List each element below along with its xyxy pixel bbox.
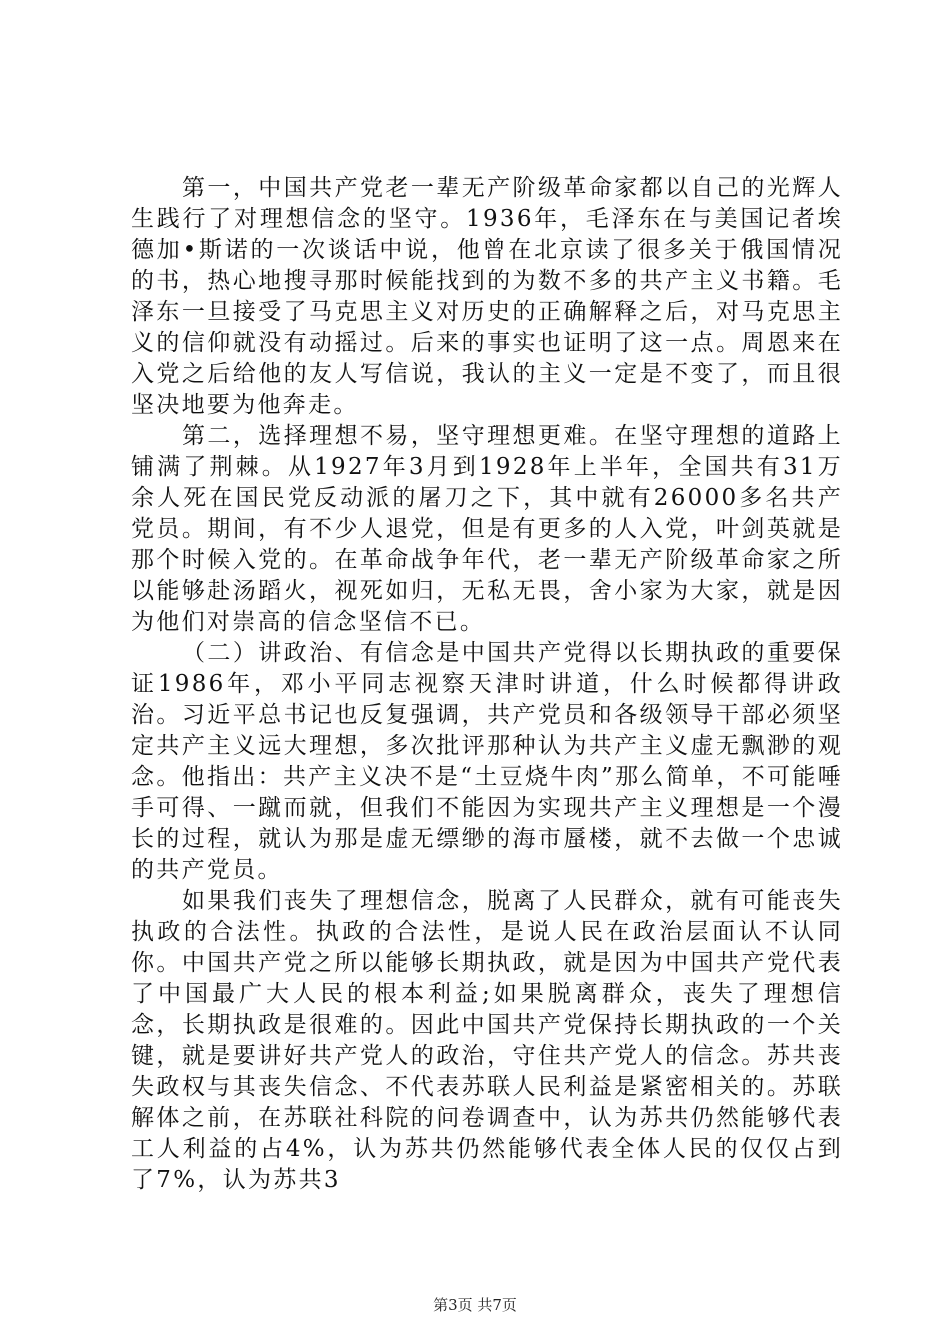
- paragraph-1: 第一，中国共产党老一辈无产阶级革命家都以自己的光辉人生践行了对理想信念的坚守。1936年，毛泽东在与美国记者埃德加•斯诺的一次谈话中说，他曾在北京读了很多关于俄国情况的书，热心地搜寻那时候能找到的为数不多的共产主义书籍。毛泽东一旦接受了马克思主义对历史的正确解释之后，对马克思主义的信仰就没有动摇过。后来的事实也证明了这一点。周恩来在入党之后给他的友人写信说，我认的主义一定是不变了，而且很坚决地要为他奔走。: [131, 175, 843, 418]
- document-body: [131, 173, 843, 1196]
- paragraph-2: 第二，选择理想不易，坚守理想更难。在坚守理想的道路上铺满了荆棘。从1927年3月到1928年上半年，全国共有31万余人死在国民党反动派的屠刀之下，其中就有26000多名共产党员。期间，有不少人退党，但是有更多的人入党，叶剑英就是那个时候入党的。在革命战争年代，老一辈无产阶级革命家之所以能够赴汤蹈火，视死如归，无私无畏，舍小家为大家，就是因为他们对崇高的信念坚信不已。: [131, 423, 843, 635]
- paragraph-3: （二）讲政治、有信念是中国共产党得以长期执政的重要保证1986年，邓小平同志视察天津时讲道，什么时候都得讲政治。习近平总书记也反复强调，共产党员和各级领导干部必须坚定共产主义远大理想，多次批评那种认为共产主义虚无飘渺的观念。他指出：共产主义决不是“土豆烧牛肉”那么简单，不可能唾手可得、一蹴而就，但我们不能因为实现共产主义理想是一个漫长的过程，就认为那是虚无缥缈的海市蜃楼，就不去做一个忠诚的共产党员。: [131, 640, 843, 883]
- paragraph-4: 如果我们丧失了理想信念，脱离了人民群众，就有可能丧失执政的合法性。执政的合法性，是说人民在政治层面认不认同你。中国共产党之所以能够长期执政，就是因为中国共产党代表了中国最广大人民的根本利益;如果脱离群众，丧失了理想信念，长期执政是很难的。因此中国共产党保持长期执政的一个关键，就是要讲好共产党人的政治，守住共产党人的信念。苏共丧失政权与其丧失信念、不代表苏联人民利益是紧密相关的。苏联解体之前，在苏联社科院的问卷调查中，认为苏共仍然能够代表工人利益的占4%，认为苏共仍然能够代表全体人民的仅仅占到了7%，认为苏共3: [131, 888, 843, 1193]
- page-footer: 第3页 共7页: [433, 1296, 517, 1314]
